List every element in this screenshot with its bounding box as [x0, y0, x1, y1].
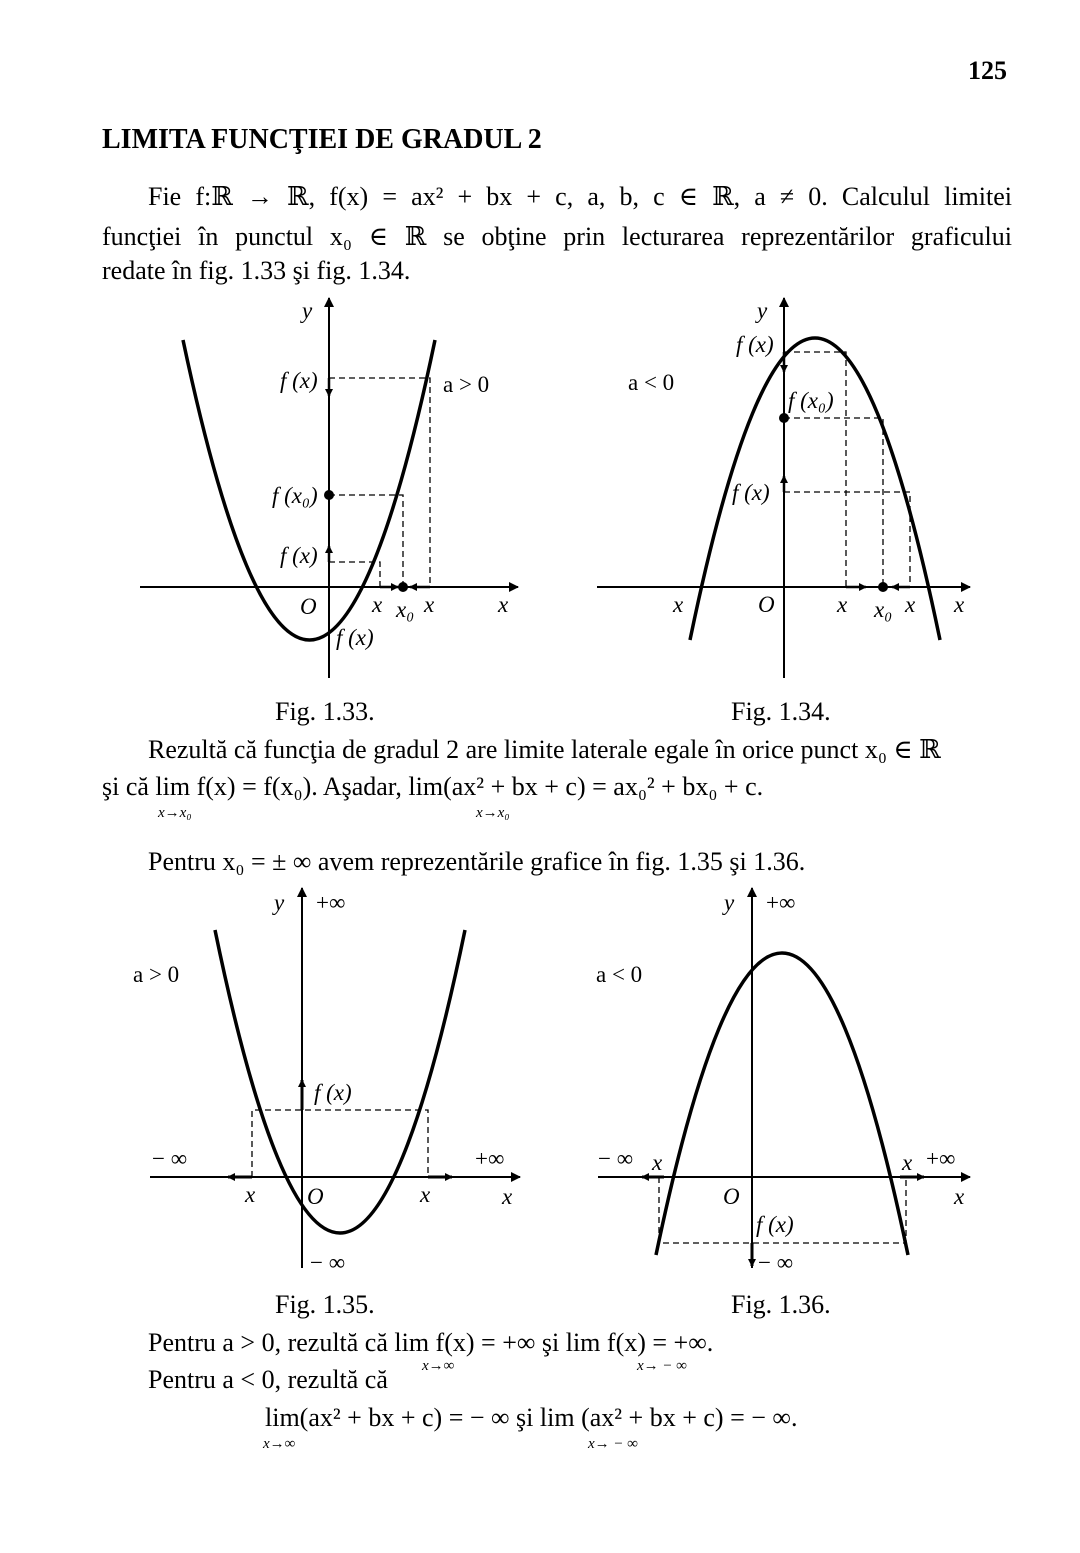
conclusion-line-3: lim(ax² + bx + c) = − ∞ şi lim (ax² + bx + c) = − ∞.: [265, 1403, 798, 1432]
fx-label: f (x): [736, 332, 774, 357]
limit-subscript: x→∞: [422, 1358, 455, 1374]
fig-1-33: [140, 298, 518, 678]
result-line-1: Rezultă că funcţia de gradul 2 are limite laterale egale în orice punct x₀ ∈ ℝ: [148, 735, 941, 764]
fig-1-36: [596, 888, 970, 1275]
origin-label: O: [307, 1184, 324, 1209]
fx-label: f (x): [280, 368, 318, 393]
x-axis-label: x: [954, 1184, 965, 1209]
parabola-curve: [656, 953, 908, 1255]
x-label: x: [837, 592, 848, 617]
fx0-label: f (x₀): [272, 483, 318, 508]
x0-label: x₀: [874, 597, 893, 622]
plus-infinity-label: +∞: [766, 890, 796, 915]
point-marker: [398, 582, 408, 592]
intro-line-2: funcţiei în punctul x₀ ∈ ℝ se obţine prin lecturarea reprezentărilor graficului: [102, 222, 1012, 251]
minus-infinity-label: − ∞: [310, 1250, 346, 1275]
x-label: x: [245, 1182, 256, 1207]
origin-label: O: [758, 592, 775, 617]
a-condition-label: a < 0: [628, 370, 675, 395]
y-label: y: [757, 298, 768, 323]
y-label: y: [274, 890, 285, 915]
limit-subscript: x→x₀: [476, 805, 510, 821]
point-marker: [324, 490, 334, 500]
plus-infinity-label: +∞: [316, 890, 346, 915]
x-label: x: [420, 1182, 431, 1207]
a-condition-label: a > 0: [133, 962, 180, 987]
x-label: x: [424, 592, 435, 617]
x-axis-label: x: [502, 1184, 513, 1209]
fx-label: f (x): [280, 543, 318, 568]
fig-1-35-caption: Fig. 1.35.: [275, 1290, 375, 1319]
x-label: x: [652, 1150, 663, 1175]
limit-subscript: x→ − ∞: [588, 1436, 638, 1452]
intro-line-1: Fie f:ℝ → ℝ, f(x) = ax² + bx + c, a, b, c ∈ ℝ, a ≠ 0. Calculul limitei: [148, 182, 1012, 211]
minus-infinity-label: − ∞: [758, 1250, 794, 1275]
minus-infinity-label: − ∞: [152, 1146, 188, 1171]
dashed-guides: [252, 1110, 428, 1177]
limit-subscript: x→x₀: [158, 805, 192, 821]
plus-infinity-label: +∞: [926, 1146, 956, 1171]
minus-infinity-label: − ∞: [598, 1146, 634, 1171]
x-label: x: [673, 592, 684, 617]
x-axis-label: x: [498, 592, 509, 617]
intro-line-3: redate în fig. 1.33 şi fig. 1.34.: [102, 256, 411, 285]
a-condition-label: a < 0: [596, 962, 643, 987]
section-heading: LIMITA FUNCŢIEI DE GRADUL 2: [102, 124, 542, 155]
y-label: y: [724, 890, 735, 915]
fig-1-33-caption: Fig. 1.33.: [275, 697, 375, 726]
plus-infinity-label: +∞: [475, 1146, 505, 1171]
result-line-3: Pentru x₀ = ± ∞ avem reprezentările grafice în fig. 1.35 şi 1.36.: [148, 847, 806, 876]
conclusion-line-2: Pentru a < 0, rezultă că: [148, 1365, 388, 1394]
origin-label: O: [300, 594, 317, 619]
fig-1-34: [597, 298, 970, 678]
dashed-guides: [329, 378, 430, 587]
x-label: x: [372, 592, 383, 617]
point-marker: [878, 582, 888, 592]
fx-label: f (x): [336, 625, 374, 650]
fig-1-36-caption: Fig. 1.36.: [731, 1290, 831, 1319]
fig-1-35: [133, 888, 520, 1275]
page-number: 125: [968, 56, 1007, 85]
point-marker: [779, 413, 789, 423]
fx-label: f (x): [732, 480, 770, 505]
parabola-curve: [690, 338, 940, 640]
x-label: x: [902, 1150, 913, 1175]
a-condition-label: a > 0: [443, 372, 490, 397]
fig-1-34-caption: Fig. 1.34.: [731, 697, 831, 726]
limit-subscript: x→∞: [263, 1436, 296, 1452]
fx-label: f (x): [756, 1212, 794, 1237]
x0-label: x₀: [396, 597, 415, 622]
fx-label: f (x): [314, 1080, 352, 1105]
x-label: x: [905, 592, 916, 617]
fx0-label: f (x₀): [788, 388, 834, 413]
x-axis-label: x: [954, 592, 965, 617]
limit-subscript: x→ − ∞: [637, 1358, 687, 1374]
y-label: y: [302, 298, 313, 323]
origin-label: O: [723, 1184, 740, 1209]
result-line-2: şi că lim f(x) = f(x₀). Aşadar, lim(ax² + bx + c) = ax₀² + bx₀ + c.: [102, 772, 764, 801]
conclusion-line-1: Pentru a > 0, rezultă că lim f(x) = +∞ şi lim f(x) = +∞.: [148, 1328, 714, 1357]
